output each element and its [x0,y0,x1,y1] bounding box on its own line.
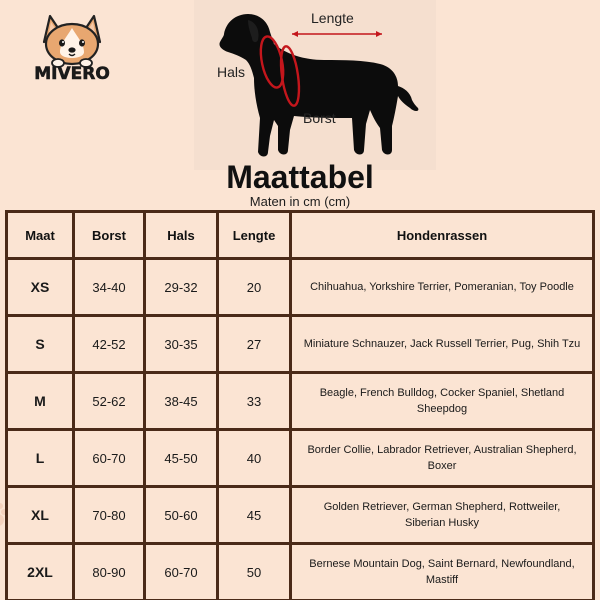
table-row [8,488,592,542]
dog-head-logo-icon [22,10,122,82]
neck-cell: 38-45 [146,374,216,428]
size-cell: S [8,317,72,371]
length-cell: 45 [219,488,289,542]
length-cell: 50 [219,545,289,599]
breeds-cell: Bernese Mountain Dog, Saint Bernard, Newfoundland, Mastiff [292,545,592,599]
size-cell: M [8,374,72,428]
length-cell: 27 [219,317,289,371]
table-header-row [8,213,592,257]
table-row [8,431,592,485]
breeds-cell: Beagle, French Bulldog, Cocker Spaniel, Shetland Sheepdog [292,374,592,428]
column-header-borst: Borst [75,213,143,257]
table-row [8,374,592,428]
neck-cell: 30-35 [146,317,216,371]
table-row [8,260,592,314]
chest-cell: 70-80 [75,488,143,542]
table-row [8,317,592,371]
chest-label: Borst [303,110,336,126]
neck-cell: 50-60 [146,488,216,542]
page-title: Maattabel [226,159,374,195]
length-cell: 20 [219,260,289,314]
chest-cell: 80-90 [75,545,143,599]
neck-cell: 60-70 [146,545,216,599]
chest-cell: 42-52 [75,317,143,371]
chest-cell: 60-70 [75,431,143,485]
breeds-cell: Miniature Schnauzer, Jack Russell Terrier, Pug, Shih Tzu [292,317,592,371]
page-subtitle: Maten in cm (cm) [249,194,351,209]
column-header-hondenrassen: Hondenrassen [292,213,592,257]
size-cell: XL [8,488,72,542]
chest-cell: 52-62 [75,374,143,428]
length-cell: 40 [219,431,289,485]
neck-cell: 29-32 [146,260,216,314]
size-cell: L [8,431,72,485]
breeds-cell: Border Collie, Labrador Retriever, Australian Shepherd, Boxer [292,431,592,485]
size-cell: 2XL [8,545,72,599]
size-cell: XS [8,260,72,314]
neck-cell: 45-50 [146,431,216,485]
table-row [8,545,592,599]
brand-logo [22,10,122,82]
column-header-hals: Hals [146,213,216,257]
length-cell: 33 [219,374,289,428]
brand-name: MIVERO [34,64,110,82]
breeds-cell: Golden Retriever, German Shepherd, Rottweiler, Siberian Husky [292,488,592,542]
length-label: Lengte [311,10,354,26]
breeds-cell: Chihuahua, Yorkshire Terrier, Pomeranian, Toy Poodle [292,260,592,314]
size-table [5,210,595,600]
column-header-lengte: Lengte [219,213,289,257]
column-header-maat: Maat [8,213,72,257]
chest-cell: 34-40 [75,260,143,314]
neck-label: Hals [217,64,246,80]
